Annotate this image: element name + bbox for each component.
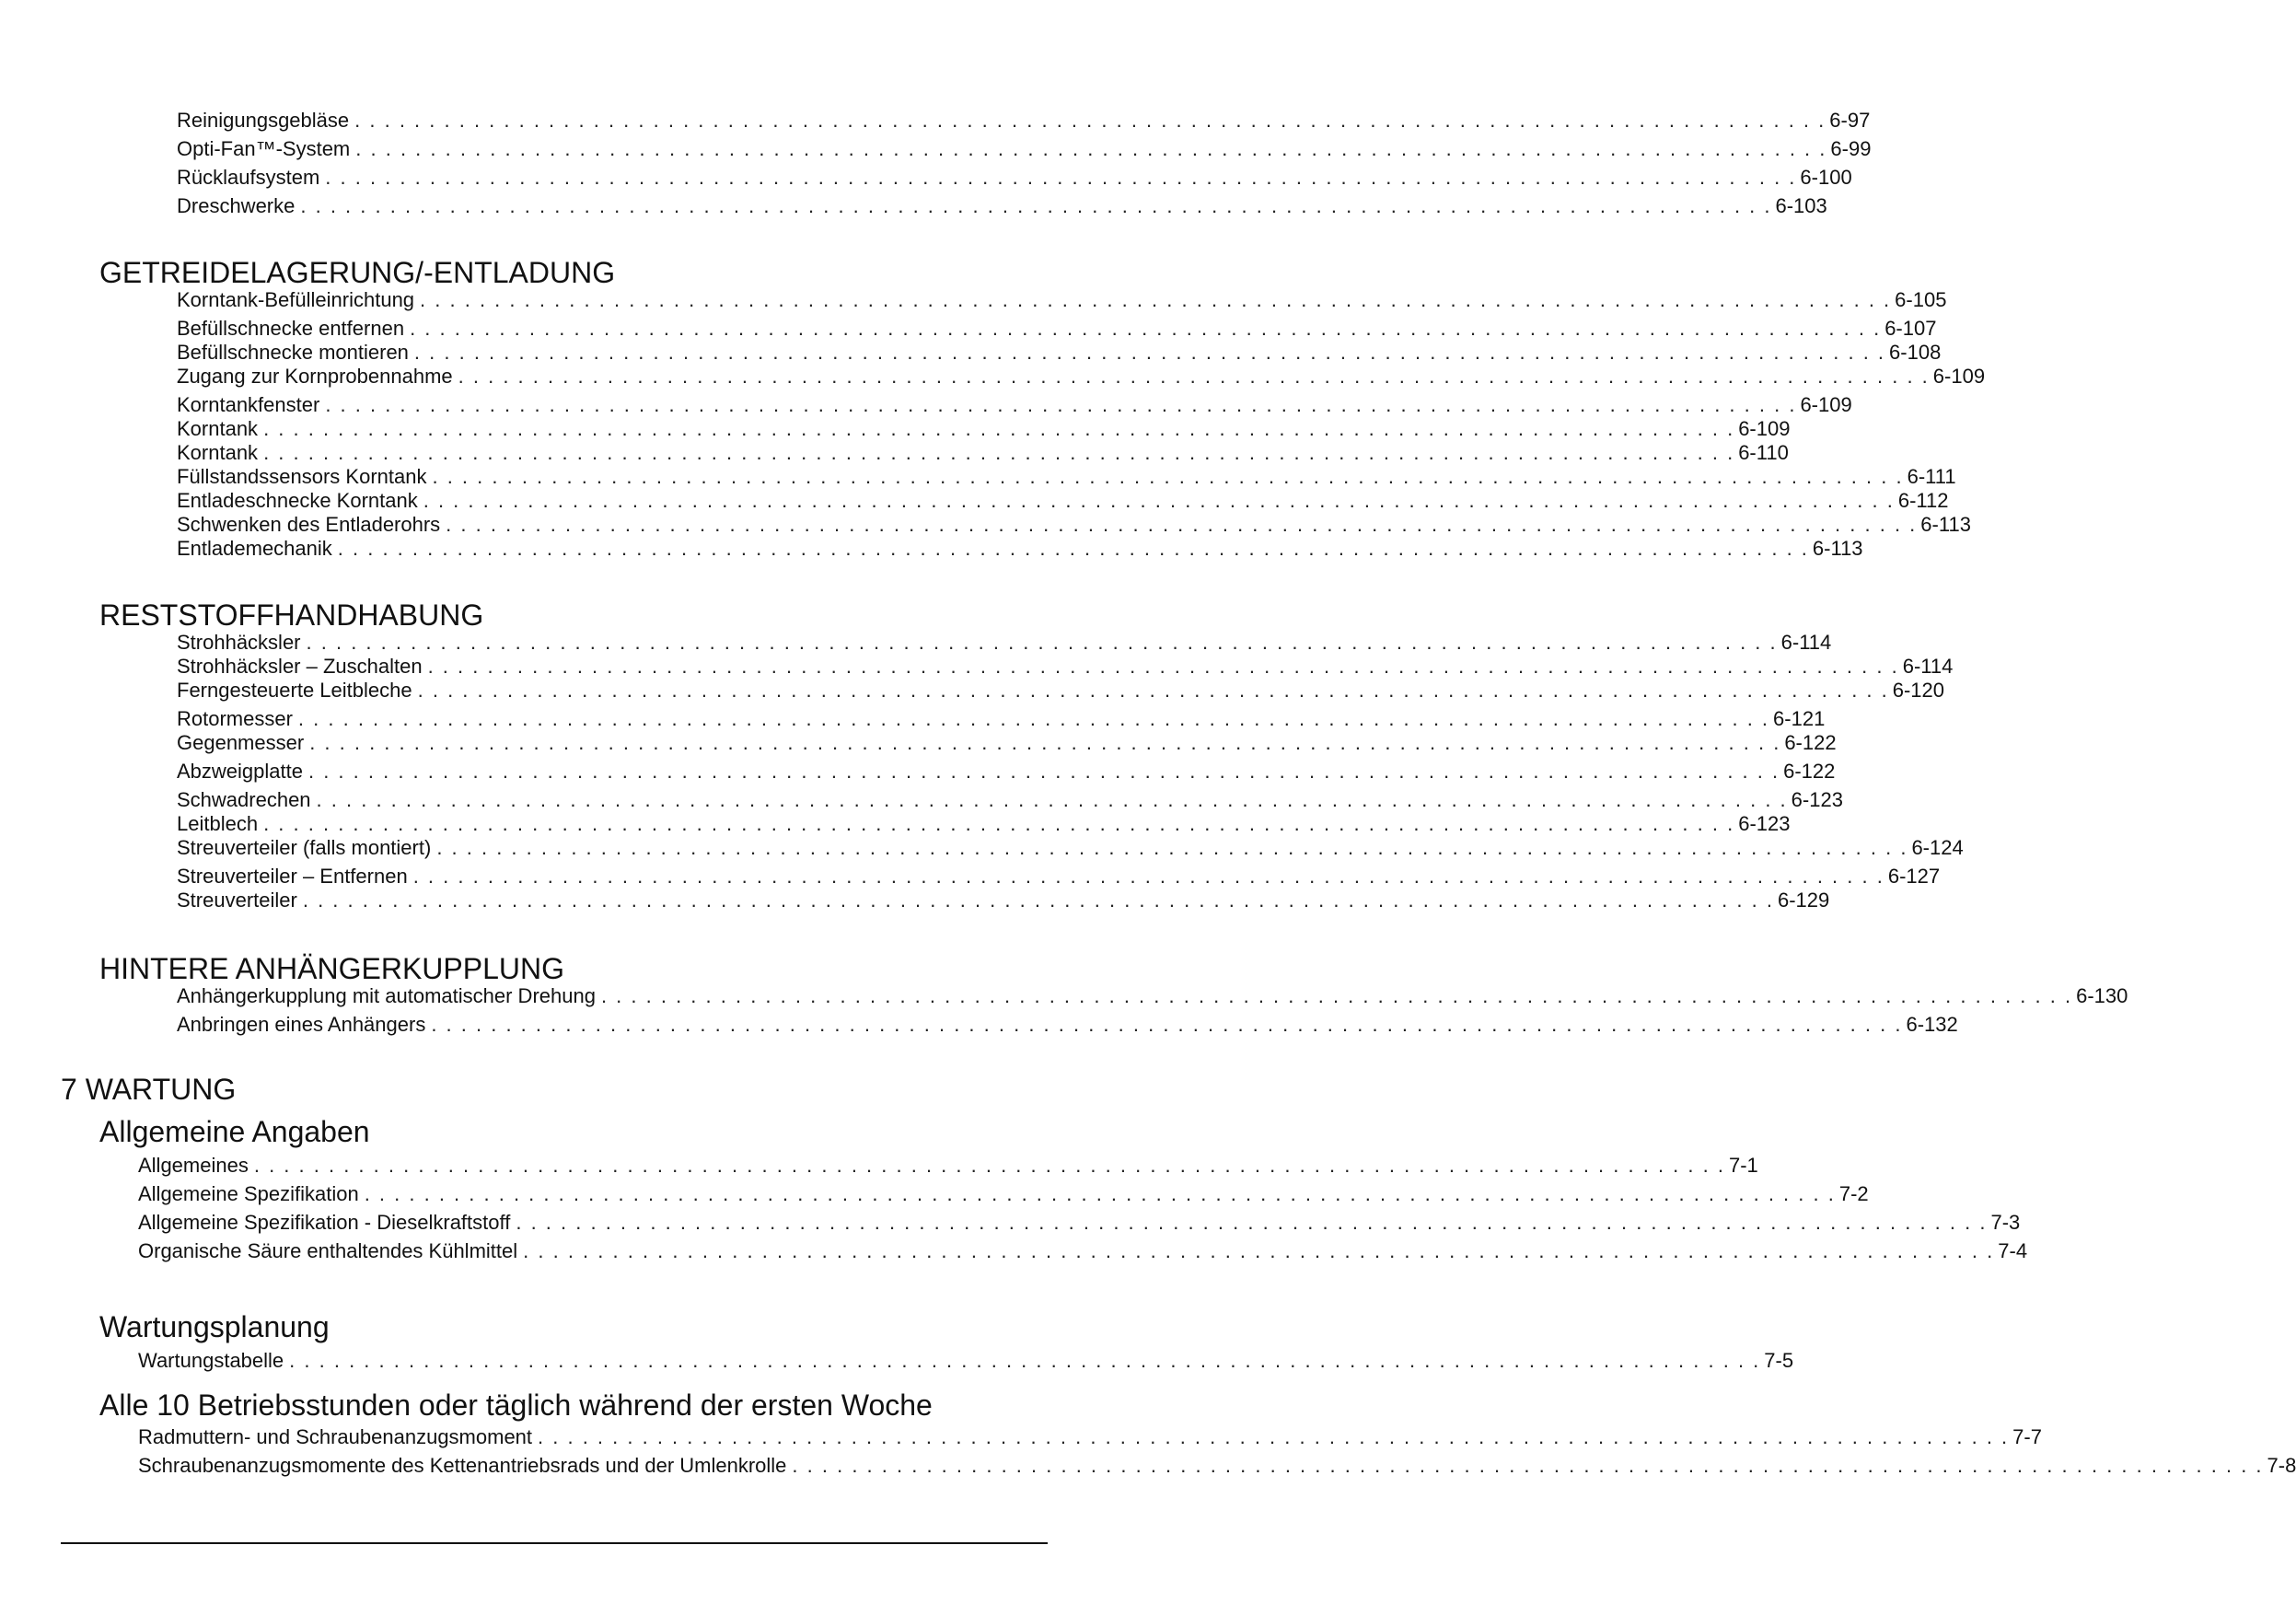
dot-leader: . . . . . . . . . . . . . . . . . . . . . . . . . . . . . . . . . . . . . . . . . . . . . . . . . . . . . . . . . . . . . . . . . . . . . . . . . . . . . . . . . . . . . . . . . . . . . . . . . . . <box>300 194 1772 217</box>
toc-entry[interactable] <box>177 166 1852 190</box>
toc-entry-page-number: 6-123 <box>1791 788 1843 811</box>
dot-leader: . . . . . . . . . . . . . . . . . . . . . . . . . . . . . . . . . . . . . . . . . . . . . . . . . . . . . . . . . . . . . . . . . . . . . . . . . . . . . . . . . . . . . . . . . . . . . . . . . . . <box>289 1349 1761 1372</box>
toc-entry[interactable] <box>177 365 1986 389</box>
toc-entry-page-number: 7-7 <box>2012 1425 2042 1448</box>
toc-entry-page-number: 6-110 <box>1738 441 1789 464</box>
toc-entry[interactable] <box>177 655 1954 679</box>
toc-entry-label: Wartungstabelle <box>138 1349 284 1372</box>
dot-leader: . . . . . . . . . . . . . . . . . . . . . . . . . . . . . . . . . . . . . . . . . . . . . . . . . . . . . . . . . . . . . . . . . . . . . . . . . . . . . . . . . . . . . . . . . . . . . . . . . . . <box>325 166 1797 189</box>
dot-leader: . . . . . . . . . . . . . . . . . . . . . . . . . . . . . . . . . . . . . . . . . . . . . . . . . . . . . . . . . . . . . . . . . . . . . . . . . . . . . . . . . . . . . . . . . . . . . . . . . . . <box>792 1454 2264 1477</box>
dot-leader: . . . . . . . . . . . . . . . . . . . . . . . . . . . . . . . . . . . . . . . . . . . . . . . . . . . . . . . . . . . . . . . . . . . . . . . . . . . . . . . . . . . . . . . . . . . . . . . . . . . <box>516 1211 1988 1234</box>
toc-entry[interactable] <box>177 812 1791 836</box>
toc-entry-label: Allgemeine Spezifikation - Dieselkraftstoff <box>138 1211 511 1234</box>
toc-entry[interactable] <box>177 984 2128 1008</box>
toc-entry-page-number: 6-122 <box>1784 731 1837 754</box>
toc-entry-label: Anbringen eines Anhängers <box>177 1013 426 1036</box>
toc-entry-page-number: 6-111 <box>1907 465 1956 488</box>
toc-entry-page-number: 6-120 <box>1892 679 1945 702</box>
toc-entry-label: Entlademechanik <box>177 537 332 560</box>
toc-entry[interactable] <box>177 513 1971 537</box>
toc-entry-label: Korntank <box>177 441 259 464</box>
toc-entry-label: Ferngesteuerte Leitbleche <box>177 679 412 702</box>
toc-entry-page-number: 6-114 <box>1902 655 1954 678</box>
toc-entry[interactable] <box>177 109 1871 133</box>
dot-leader: . . . . . . . . . . . . . . . . . . . . . . . . . . . . . . . . . . . . . . . . . . . . . . . . . . . . . . . . . . . . . . . . . . . . . . . . . . . . . . . . . . . . . . . . . . . . . . . . . . . <box>523 1239 1995 1262</box>
toc-entry[interactable] <box>177 341 1942 365</box>
toc-entry-page-number: 6-109 <box>1932 365 1986 388</box>
toc-entry-page-number: 6-123 <box>1738 812 1791 835</box>
toc-entry-label: Rücklaufsystem <box>177 166 320 189</box>
toc-entry[interactable] <box>177 537 1863 561</box>
toc-entry-page-number: 7-4 <box>1998 1239 2028 1262</box>
dot-leader: . . . . . . . . . . . . . . . . . . . . . . . . . . . . . . . . . . . . . . . . . . . . . . . . . . . . . . . . . . . . . . . . . . . . . . . . . . . . . . . . . . . . . . . . . . . . . . . . . . . <box>263 812 1735 835</box>
toc-entry-page-number: 7-2 <box>1838 1182 1869 1205</box>
toc-entry-page-number: 6-127 <box>1887 865 1941 888</box>
dot-leader: . . . . . . . . . . . . . . . . . . . . . . . . . . . . . . . . . . . . . . . . . . . . . . . . . . . . . . . . . . . . . . . . . . . . . . . . . . . . . . . . . . . . . . . . . . . . . . . . . . . <box>412 865 1884 888</box>
dot-leader: . . . . . . . . . . . . . . . . . . . . . . . . . . . . . . . . . . . . . . . . . . . . . . . . . . . . . . . . . . . . . . . . . . . . . . . . . . . . . . . . . . . . . . . . . . . . . . . . . . . <box>354 109 1826 132</box>
dot-leader: . . . . . . . . . . . . . . . . . . . . . . . . . . . . . . . . . . . . . . . . . . . . . . . . . . . . . . . . . . . . . . . . . . . . . . . . . . . . . . . . . . . . . . . . . . . . . . . . . . . <box>253 1154 1725 1177</box>
dot-leader: . . . . . . . . . . . . . . . . . . . . . . . . . . . . . . . . . . . . . . . . . . . . . . . . . . . . . . . . . . . . . . . . . . . . . . . . . . . . . . . . . . . . . . . . . . . . . . . . . . . <box>538 1425 2010 1448</box>
toc-entry[interactable] <box>177 417 1791 441</box>
dot-leader: . . . . . . . . . . . . . . . . . . . . . . . . . . . . . . . . . . . . . . . . . . . . . . . . . . . . . . . . . . . . . . . . . . . . . . . . . . . . . . . . . . . . . . . . . . . . . . . . . . . <box>302 889 1774 912</box>
dot-leader: . . . . . . . . . . . . . . . . . . . . . . . . . . . . . . . . . . . . . . . . . . . . . . . . . . . . . . . . . . . . . . . . . . . . . . . . . . . . . . . . . . . . . . . . . . . . . . . . . . . <box>427 655 1899 678</box>
toc-entry-label: Leitblech <box>177 812 259 835</box>
toc-entry-label: Schwenken des Entladerohrs <box>177 513 441 536</box>
toc-entry-label: Befüllschnecke montieren <box>177 341 409 364</box>
toc-entry-page-number: 6-103 <box>1775 194 1827 217</box>
toc-entry-label: Korntankfenster <box>177 393 320 416</box>
toc-entry-label: Schwadrechen <box>177 788 311 811</box>
dot-leader: . . . . . . . . . . . . . . . . . . . . . . . . . . . . . . . . . . . . . . . . . . . . . . . . . . . . . . . . . . . . . . . . . . . . . . . . . . . . . . . . . . . . . . . . . . . . . . . . . . . <box>337 537 1809 560</box>
toc-entry-page-number: 6-132 <box>1906 1013 1958 1036</box>
toc-entry-label: Anhängerkupplung mit automatischer Drehung <box>177 984 596 1007</box>
toc-entry[interactable] <box>177 288 1947 312</box>
toc-entry-label: Allgemeines <box>138 1154 249 1177</box>
toc-entry-page-number: 7-5 <box>1764 1349 1794 1372</box>
dot-leader: . . . . . . . . . . . . . . . . . . . . . . . . . . . . . . . . . . . . . . . . . . . . . . . . . . . . . . . . . . . . . . . . . . . . . . . . . . . . . . . . . . . . . . . . . . . . . . . . . . . <box>263 441 1735 464</box>
footer-rule <box>61 1542 1048 1544</box>
toc-entry[interactable] <box>177 1013 1958 1037</box>
dot-leader: . . . . . . . . . . . . . . . . . . . . . . . . . . . . . . . . . . . . . . . . . . . . . . . . . . . . . . . . . . . . . . . . . . . . . . . . . . . . . . . . . . . . . . . . . . . . . . . . . . . <box>263 417 1735 440</box>
toc-entry[interactable] <box>177 441 1789 465</box>
toc-entry-page-number: 6-109 <box>1800 393 1852 416</box>
toc-entry-label: Strohhäcksler <box>177 631 301 654</box>
dot-leader: . . . . . . . . . . . . . . . . . . . . . . . . . . . . . . . . . . . . . . . . . . . . . . . . . . . . . . . . . . . . . . . . . . . . . . . . . . . . . . . . . . . . . . . . . . . . . . . . . . . <box>600 984 2073 1007</box>
section-heading: RESTSTOFFHANDHABUNG <box>99 598 484 632</box>
toc-entry-label: Streuverteiler <box>177 889 297 912</box>
toc-entry-label: Gegenmesser <box>177 731 305 754</box>
toc-entry[interactable] <box>138 1182 1869 1206</box>
toc-entry-page-number: 6-113 <box>1812 537 1863 560</box>
toc-entry[interactable] <box>138 1239 2028 1263</box>
dot-leader: . . . . . . . . . . . . . . . . . . . . . . . . . . . . . . . . . . . . . . . . . . . . . . . . . . . . . . . . . . . . . . . . . . . . . . . . . . . . . . . . . . . . . . . . . . . . . . . . . . . <box>410 317 1882 340</box>
toc-entry-page-number: 6-105 <box>1895 288 1947 311</box>
dot-leader: . . . . . . . . . . . . . . . . . . . . . . . . . . . . . . . . . . . . . . . . . . . . . . . . . . . . . . . . . . . . . . . . . . . . . . . . . . . . . . . . . . . . . . . . . . . . . . . . . . . <box>316 788 1788 811</box>
section-heading: GETREIDELAGERUNG/-ENTLADUNG <box>99 256 616 289</box>
toc-entry-page-number: 6-130 <box>2076 984 2128 1007</box>
dot-leader: . . . . . . . . . . . . . . . . . . . . . . . . . . . . . . . . . . . . . . . . . . . . . . . . . . . . . . . . . . . . . . . . . . . . . . . . . . . . . . . . . . . . . . . . . . . . . . . . . . . <box>306 631 1778 654</box>
toc-entry[interactable] <box>177 317 1937 341</box>
dot-leader: . . . . . . . . . . . . . . . . . . . . . . . . . . . . . . . . . . . . . . . . . . . . . . . . . . . . . . . . . . . . . . . . . . . . . . . . . . . . . . . . . . . . . . . . . . . . . . . . . . . <box>309 731 1781 754</box>
toc-entry-label: Streuverteiler (falls montiert) <box>177 836 432 859</box>
toc-entry-label: Abzweigplatte <box>177 760 303 783</box>
subsection-heading: Alle 10 Betriebsstunden oder täglich während der ersten Woche <box>99 1388 933 1422</box>
toc-entry[interactable] <box>138 1349 1794 1373</box>
toc-entry-page-number: 6-122 <box>1783 760 1836 783</box>
dot-leader: . . . . . . . . . . . . . . . . . . . . . . . . . . . . . . . . . . . . . . . . . . . . . . . . . . . . . . . . . . . . . . . . . . . . . . . . . . . . . . . . . . . . . . . . . . . . . . . . . . . <box>325 393 1797 416</box>
toc-entry-page-number: 6-121 <box>1773 707 1826 730</box>
toc-entry-label: Opti-Fan™-System <box>177 137 351 160</box>
toc-entry[interactable] <box>138 1454 2296 1478</box>
toc-entry-label: Strohhäcksler – Zuschalten <box>177 655 423 678</box>
toc-entry-label: Organische Säure enthaltendes Kühlmittel <box>138 1239 518 1262</box>
toc-entry[interactable] <box>177 489 1949 513</box>
toc-entry-label: Entladeschnecke Korntank <box>177 489 418 512</box>
dot-leader: . . . . . . . . . . . . . . . . . . . . . . . . . . . . . . . . . . . . . . . . . . . . . . . . . . . . . . . . . . . . . . . . . . . . . . . . . . . . . . . . . . . . . . . . . . . . . . . . . . . <box>413 341 1886 364</box>
toc-entry[interactable] <box>177 137 1872 161</box>
toc-entry-page-number: 6-107 <box>1884 317 1937 340</box>
toc-entry[interactable] <box>177 707 1826 731</box>
toc-entry-page-number: 6-124 <box>1911 836 1964 859</box>
dot-leader: . . . . . . . . . . . . . . . . . . . . . . . . . . . . . . . . . . . . . . . . . . . . . . . . . . . . . . . . . . . . . . . . . . . . . . . . . . . . . . . . . . . . . . . . . . . . . . . . . . . <box>420 288 1892 311</box>
toc-entry[interactable] <box>177 393 1852 417</box>
toc-entry-label: Rotormesser <box>177 707 293 730</box>
toc-entry[interactable] <box>177 194 1827 218</box>
toc-entry[interactable] <box>138 1211 2021 1235</box>
toc-entry-label: Reinigungsgebläse <box>177 109 350 132</box>
toc-entry-page-number: 6-113 <box>1920 513 1971 536</box>
toc-entry[interactable] <box>138 1425 2042 1449</box>
toc-entry-label: Schraubenanzugsmomente des Kettenantriebsrads und der Umlenkrolle <box>138 1454 787 1477</box>
dot-leader: . . . . . . . . . . . . . . . . . . . . . . . . . . . . . . . . . . . . . . . . . . . . . . . . . . . . . . . . . . . . . . . . . . . . . . . . . . . . . . . . . . . . . . . . . . . . . . . . . . . <box>297 707 1770 730</box>
toc-entry-label: Korntank-Befülleinrichtung <box>177 288 415 311</box>
subsection-heading: Wartungsplanung <box>99 1310 330 1343</box>
toc-entry-label: Allgemeine Spezifikation <box>138 1182 359 1205</box>
toc-entry-label: Füllstandssensors Korntank <box>177 465 427 488</box>
dot-leader: . . . . . . . . . . . . . . . . . . . . . . . . . . . . . . . . . . . . . . . . . . . . . . . . . . . . . . . . . . . . . . . . . . . . . . . . . . . . . . . . . . . . . . . . . . . . . . . . . . . <box>431 1013 1903 1036</box>
toc-entry[interactable] <box>177 631 1832 655</box>
toc-entry[interactable] <box>177 731 1837 755</box>
dot-leader: . . . . . . . . . . . . . . . . . . . . . . . . . . . . . . . . . . . . . . . . . . . . . . . . . . . . . . . . . . . . . . . . . . . . . . . . . . . . . . . . . . . . . . . . . . . . . . . . . . . <box>423 489 1895 512</box>
subsection-heading: Allgemeine Angaben <box>99 1115 370 1148</box>
toc-entry-page-number: 7-3 <box>1990 1211 2021 1234</box>
toc-entry-label: Streuverteiler – Entfernen <box>177 865 408 888</box>
dot-leader: . . . . . . . . . . . . . . . . . . . . . . . . . . . . . . . . . . . . . . . . . . . . . . . . . . . . . . . . . . . . . . . . . . . . . . . . . . . . . . . . . . . . . . . . . . . . . . . . . . . <box>458 365 1930 388</box>
toc-entry-label: Korntank <box>177 417 259 440</box>
toc-entry-page-number: 6-100 <box>1800 166 1852 189</box>
toc-entry-page-number: 6-108 <box>1889 341 1942 364</box>
toc-entry[interactable] <box>177 679 1945 703</box>
toc-entry-label: Befüllschnecke entfernen <box>177 317 405 340</box>
chapter-heading: 7 WARTUNG <box>61 1073 237 1106</box>
toc-entry-label: Zugang zur Kornprobennahme <box>177 365 453 388</box>
dot-leader: . . . . . . . . . . . . . . . . . . . . . . . . . . . . . . . . . . . . . . . . . . . . . . . . . . . . . . . . . . . . . . . . . . . . . . . . . . . . . . . . . . . . . . . . . . . . . . . . . . . <box>355 137 1827 160</box>
toc-entry[interactable] <box>177 788 1843 812</box>
dot-leader: . . . . . . . . . . . . . . . . . . . . . . . . . . . . . . . . . . . . . . . . . . . . . . . . . . . . . . . . . . . . . . . . . . . . . . . . . . . . . . . . . . . . . . . . . . . . . . . . . . . <box>446 513 1918 536</box>
toc-entry-page-number: 6-114 <box>1780 631 1832 654</box>
dot-leader: . . . . . . . . . . . . . . . . . . . . . . . . . . . . . . . . . . . . . . . . . . . . . . . . . . . . . . . . . . . . . . . . . . . . . . . . . . . . . . . . . . . . . . . . . . . . . . . . . . . <box>436 836 1908 859</box>
toc-entry-page-number: 7-8 <box>2267 1454 2296 1477</box>
toc-entry[interactable] <box>177 465 1956 489</box>
toc-entry[interactable] <box>177 865 1941 889</box>
toc-entry-page-number: 6-112 <box>1897 489 1949 512</box>
toc-entry-page-number: 6-99 <box>1830 137 1872 160</box>
toc-entry-page-number: 7-1 <box>1728 1154 1758 1177</box>
toc-entry[interactable] <box>177 760 1836 784</box>
toc-entry-label: Dreschwerke <box>177 194 296 217</box>
toc-entry[interactable] <box>177 836 1964 860</box>
dot-leader: . . . . . . . . . . . . . . . . . . . . . . . . . . . . . . . . . . . . . . . . . . . . . . . . . . . . . . . . . . . . . . . . . . . . . . . . . . . . . . . . . . . . . . . . . . . . . . . . . . . <box>417 679 1889 702</box>
toc-entry-page-number: 6-109 <box>1738 417 1791 440</box>
toc-entry[interactable] <box>138 1154 1758 1178</box>
dot-leader: . . . . . . . . . . . . . . . . . . . . . . . . . . . . . . . . . . . . . . . . . . . . . . . . . . . . . . . . . . . . . . . . . . . . . . . . . . . . . . . . . . . . . . . . . . . . . . . . . . . <box>364 1182 1836 1205</box>
toc-entry[interactable] <box>177 889 1830 912</box>
dot-leader: . . . . . . . . . . . . . . . . . . . . . . . . . . . . . . . . . . . . . . . . . . . . . . . . . . . . . . . . . . . . . . . . . . . . . . . . . . . . . . . . . . . . . . . . . . . . . . . . . . . <box>307 760 1780 783</box>
toc-entry-page-number: 6-129 <box>1777 889 1830 912</box>
dot-leader: . . . . . . . . . . . . . . . . . . . . . . . . . . . . . . . . . . . . . . . . . . . . . . . . . . . . . . . . . . . . . . . . . . . . . . . . . . . . . . . . . . . . . . . . . . . . . . . . . . . <box>432 465 1904 488</box>
toc-entry-label: Radmuttern- und Schraubenanzugsmoment <box>138 1425 533 1448</box>
section-heading: HINTERE ANHÄNGERKUPPLUNG <box>99 952 564 985</box>
toc-entry-page-number: 6-97 <box>1829 109 1871 132</box>
